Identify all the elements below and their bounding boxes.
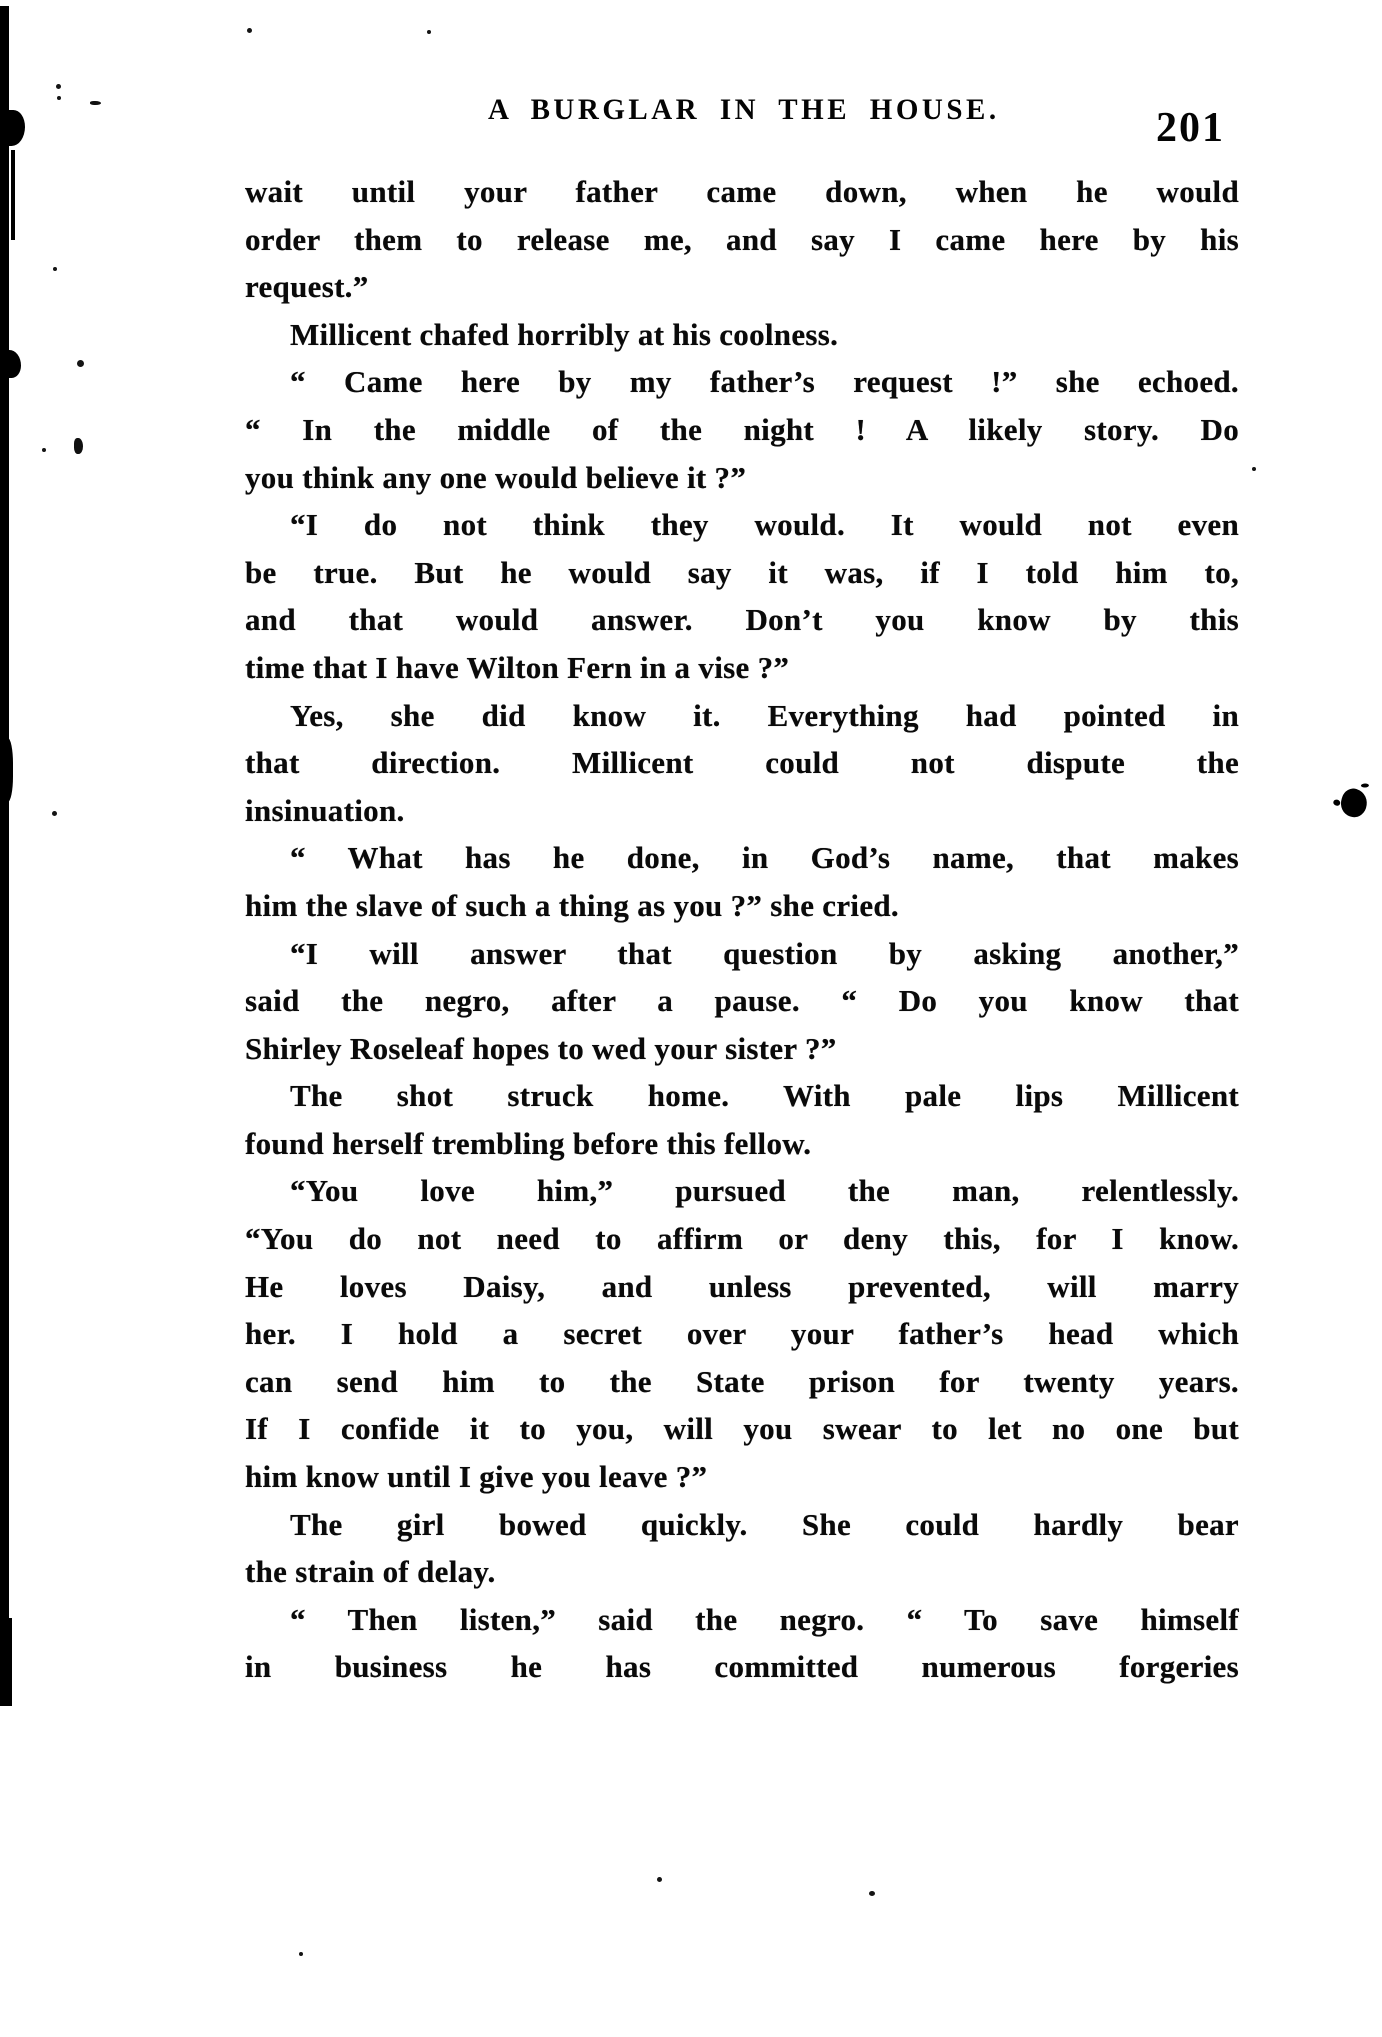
text-line: Yes, she did know it. Everything had pointed in (290, 697, 1239, 733)
text-line: him know until I give you leave ?” (245, 1459, 708, 1495)
text-line: the strain of delay. (245, 1554, 496, 1590)
text-line: He loves Daisy, and unless prevented, will marry (245, 1268, 1239, 1304)
text-line: can send him to the State prison for twenty years. (245, 1363, 1239, 1399)
text-line: request.” (245, 269, 369, 305)
ink-speck (53, 267, 57, 271)
text-line: and that would answer. Don’t you know by this (245, 602, 1239, 638)
ink-speck (869, 1891, 875, 1896)
text-line: Shirley Roseleaf hopes to wed your sister ?” (245, 1030, 837, 1066)
text-line: Millicent chafed horribly at his coolness. (290, 316, 839, 352)
ink-speck (74, 438, 83, 454)
scan-artifact-spine-blob (0, 350, 21, 378)
text-line: be true. But he would say it was, if I told him to, (245, 554, 1239, 590)
scan-artifact-spine-blob (0, 738, 13, 802)
text-line: The shot struck home. With pale lips Millicent (290, 1078, 1239, 1114)
ink-speck (56, 84, 61, 89)
text-line: “I will answer that question by asking another,” (290, 935, 1239, 971)
text-line: wait until your father came down, when he would (245, 174, 1239, 209)
ink-speck (77, 360, 84, 367)
ink-speck (52, 811, 57, 816)
scan-artifact-spine (0, 6, 9, 1706)
text-line: “ Came here by my father’s request !” she echoed. (290, 364, 1239, 400)
ink-blot (1337, 786, 1370, 821)
text-line: “You love him,” pursued the man, relentlessly. (290, 1173, 1239, 1209)
scan-artifact-spine-blob (0, 110, 25, 146)
text-line: order them to release me, and say I came here by his (245, 221, 1239, 257)
text-line: If I confide it to you, will you swear to let no one but (245, 1411, 1239, 1447)
scan-artifact-spine-line (11, 150, 15, 240)
text-line: “I do not think they would. It would not even (290, 507, 1239, 543)
text-line: The girl bowed quickly. She could hardly bear (290, 1506, 1239, 1542)
text-line: you think any one would believe it ?” (245, 459, 747, 495)
ink-speck (57, 96, 61, 100)
text-line: that direction. Millicent could not dispute the (245, 745, 1239, 781)
text-line: insinuation. (245, 792, 405, 828)
text-line: “ In the middle of the night ! A likely story. Do (245, 411, 1239, 447)
ink-speck (1252, 467, 1256, 471)
ink-speck (657, 1877, 662, 1882)
text-line: him the slave of such a thing as you ?” she cried. (245, 887, 899, 923)
text-line: in business he has committed numerous forgeries (245, 1649, 1239, 1685)
text-line: “ Then listen,” said the negro. “ To save himself (290, 1601, 1239, 1637)
ink-speck (247, 28, 252, 33)
page-number: 201 (1156, 105, 1225, 151)
text-line: her. I hold a secret over your father’s head which (245, 1316, 1239, 1352)
text-line: “You do not need to affirm or deny this, for I know. (245, 1221, 1239, 1257)
running-head-title: A BURGLAR IN THE HOUSE. (488, 93, 1000, 127)
text-line: said the negro, after a pause. “ Do you know that (245, 983, 1239, 1019)
ink-speck (299, 1952, 303, 1956)
ink-speck (42, 448, 46, 452)
text-line: “ What has he done, in God’s name, that makes (290, 840, 1239, 876)
ink-speck (90, 101, 101, 105)
ink-speck (427, 30, 431, 34)
text-block (245, 168, 1239, 1691)
scan-artifact-spine-blob (0, 1618, 12, 1706)
text-line: found herself trembling before this fellow. (245, 1125, 812, 1161)
text-line: time that I have Wilton Fern in a vise ?” (245, 649, 790, 685)
